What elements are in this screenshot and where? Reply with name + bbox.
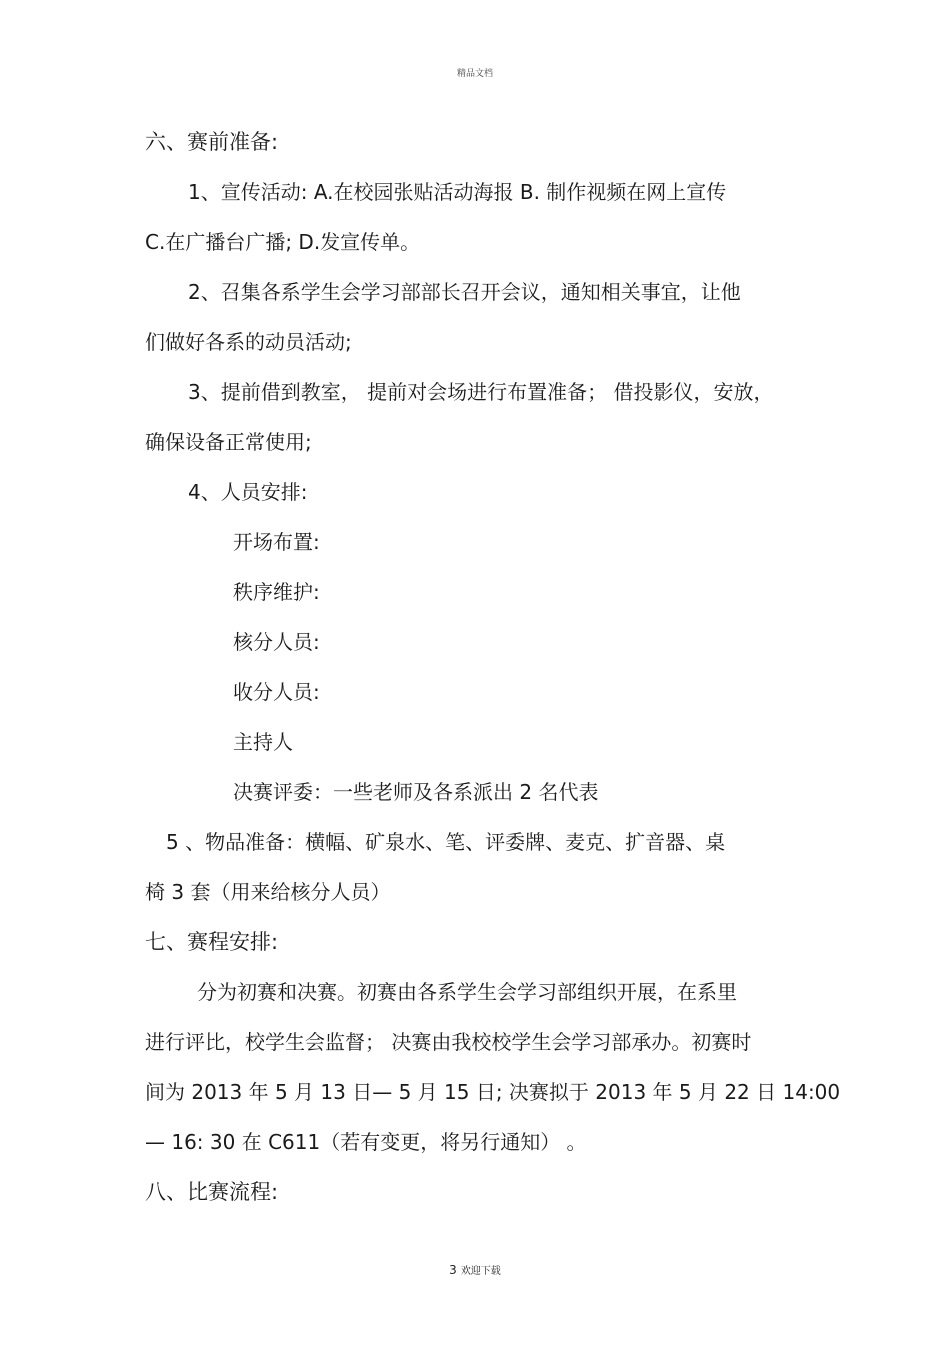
schedule-paragraph-line-4: — 16: 30 在 C611（若有变更，将另行通知） 。 [145, 1130, 587, 1154]
schedule-paragraph-line-3: 间为 2013 年 5 月 13 日— 5 月 15 日; 决赛拟于 2013 年 5 月 22 日 14:00 [145, 1080, 841, 1104]
schedule-paragraph-line-2: 进行评比，校学生会监督； 决赛由我校校学生会学习部承办。初赛时 [145, 1030, 752, 1054]
item-3-venue: 3、提前借到教室， 提前对会场进行布置准备； 借投影仪，安放， [188, 380, 774, 404]
item-1-publicity: 1、宣传活动: A.在校园张贴活动海报 B. 制作视频在网上宣传 [188, 180, 727, 204]
page-header: 精品文档 [456, 69, 493, 79]
item-2-meeting-cont: 们做好各系的动员活动; [145, 330, 352, 354]
item-5-supplies: 5 、物品准备：横幅、矿泉水、笔、评委牌、麦克、扩音器、桌 [166, 830, 726, 854]
staff-host: 主持人 [233, 730, 293, 754]
item-3-venue-cont: 确保设备正常使用; [145, 430, 312, 454]
item-5-supplies-cont: 椅 3 套（用来给核分人员） [145, 880, 391, 904]
staff-order-keeping: 秩序维护: [233, 580, 320, 604]
section-7-heading: 七、赛程安排: [145, 930, 279, 954]
page-footer [0, 1262, 950, 1277]
page-number: 3 [449, 1263, 457, 1277]
section-8-heading: 八、比赛流程: [145, 1180, 279, 1204]
schedule-paragraph-line-1: 分为初赛和决赛。初赛由各系学生会学习部组织开展，在系里 [197, 980, 737, 1004]
staff-opening-setup: 开场布置: [233, 530, 320, 554]
item-1-publicity-cont: C.在广播台广播; D.发宣传单。 [145, 230, 421, 254]
staff-final-judges: 决赛评委：一些老师及各系派出 2 名代表 [233, 780, 599, 804]
item-2-meeting: 2、召集各系学生会学习部部长召开会议，通知相关事宜，让他 [188, 280, 741, 304]
staff-score-collectors: 收分人员: [233, 680, 320, 704]
footer-text: 欢迎下载 [460, 1266, 501, 1277]
staff-score-checkers: 核分人员: [233, 630, 320, 654]
item-4-staffing: 4、人员安排: [188, 480, 308, 504]
section-6-heading: 六、赛前准备: [145, 130, 279, 154]
